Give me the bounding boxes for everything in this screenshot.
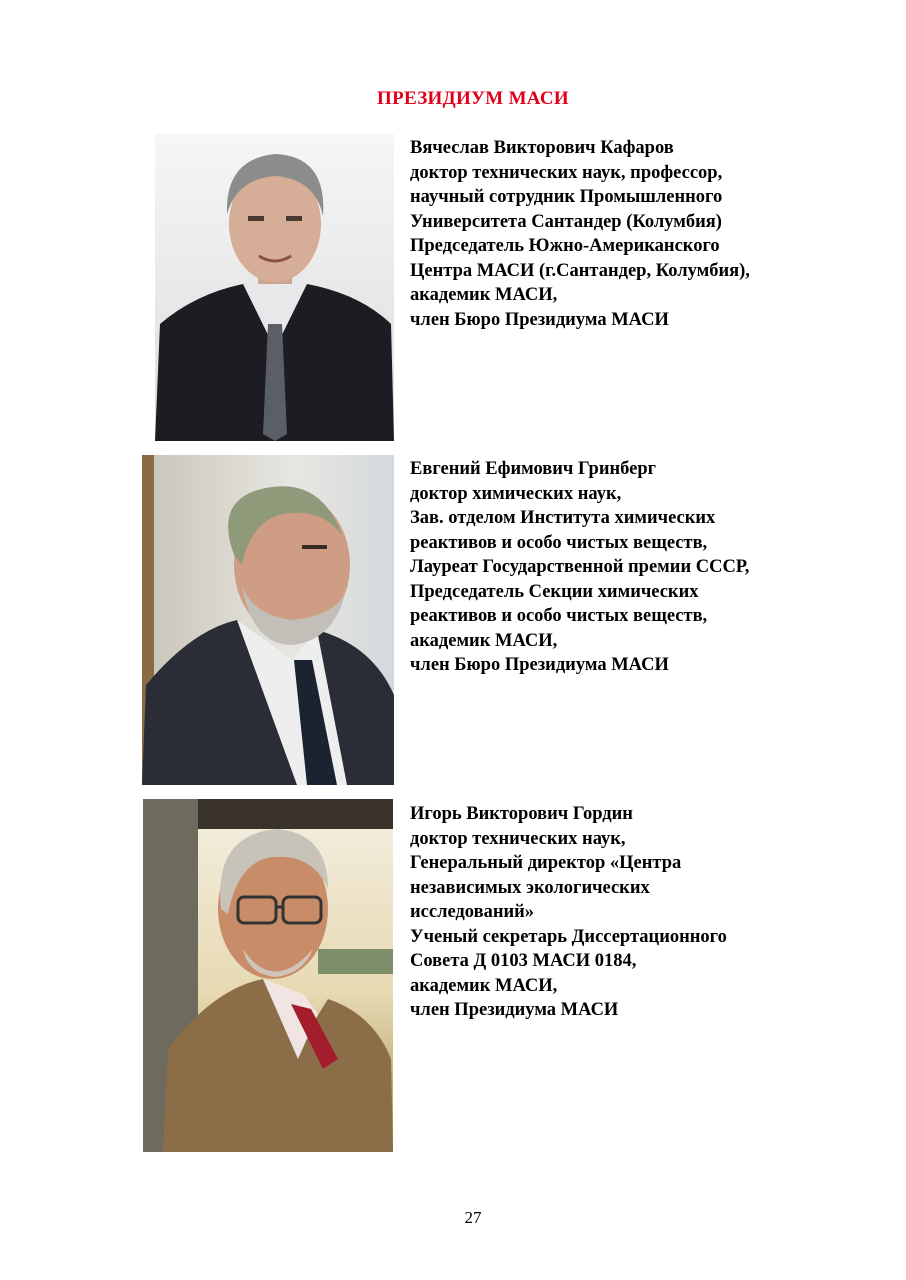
member-bio-kafarov	[410, 136, 850, 332]
portrait-photo-grinberg	[142, 455, 394, 785]
member-bio-line: Совета Д 0103 МАСИ 0184,	[410, 951, 637, 971]
page-number: 27	[464, 1208, 482, 1227]
member-bio-line: Университета Сантандер (Колумбия)	[410, 211, 722, 232]
member-bio-line: академик МАСИ,	[410, 630, 558, 651]
member-bio-line: независимых экологических	[410, 877, 650, 898]
member-bio-line: Ученый секретарь Диссертационного	[410, 926, 727, 947]
member-bio-line: Зав. отделом Института химических	[410, 508, 716, 528]
page-title: ПРЕЗИДИУМ МАСИ	[377, 88, 569, 109]
member-bio-line: доктор технических наук, профессор,	[410, 162, 723, 183]
member-bio-line: член Президиума МАСИ	[410, 1000, 619, 1020]
member-name: Евгений Ефимович Гринберг	[410, 459, 657, 479]
member-bio-line: Центра МАСИ (г.Сантандер, Колумбия),	[410, 260, 750, 281]
member-bio-line: доктор технических наук,	[410, 828, 626, 849]
member-bio-line: Председатель Секции химических	[410, 581, 699, 602]
portrait-photo-gordin	[143, 799, 393, 1152]
member-name: Вячеслав Викторович Кафаров	[410, 138, 674, 158]
member-bio-gordin	[410, 802, 850, 1023]
member-bio-line: исследований»	[410, 902, 535, 922]
member-bio-line: научный сотрудник Промышленного	[410, 187, 723, 207]
member-name: Игорь Викторович Гордин	[410, 804, 633, 824]
member-bio-line: член Бюро Президиума МАСИ	[410, 655, 669, 675]
member-bio-grinberg	[410, 457, 850, 678]
member-bio-line: академик МАСИ,	[410, 285, 558, 305]
member-bio-line: член Бюро Президиума МАСИ	[410, 309, 669, 330]
member-bio-line: академик МАСИ,	[410, 975, 558, 996]
member-bio-line: доктор химических наук,	[410, 483, 622, 504]
member-bio-line: реактивов и особо чистых веществ,	[410, 532, 708, 553]
member-bio-line: Председатель Южно-Американского	[410, 236, 720, 256]
portrait-photo-kafarov	[155, 134, 394, 441]
member-bio-line: Генеральный директор «Центра	[410, 853, 682, 873]
member-bio-line: Лауреат Государственной премии СССР,	[410, 557, 750, 577]
member-bio-line: реактивов и особо чистых веществ,	[410, 606, 708, 626]
